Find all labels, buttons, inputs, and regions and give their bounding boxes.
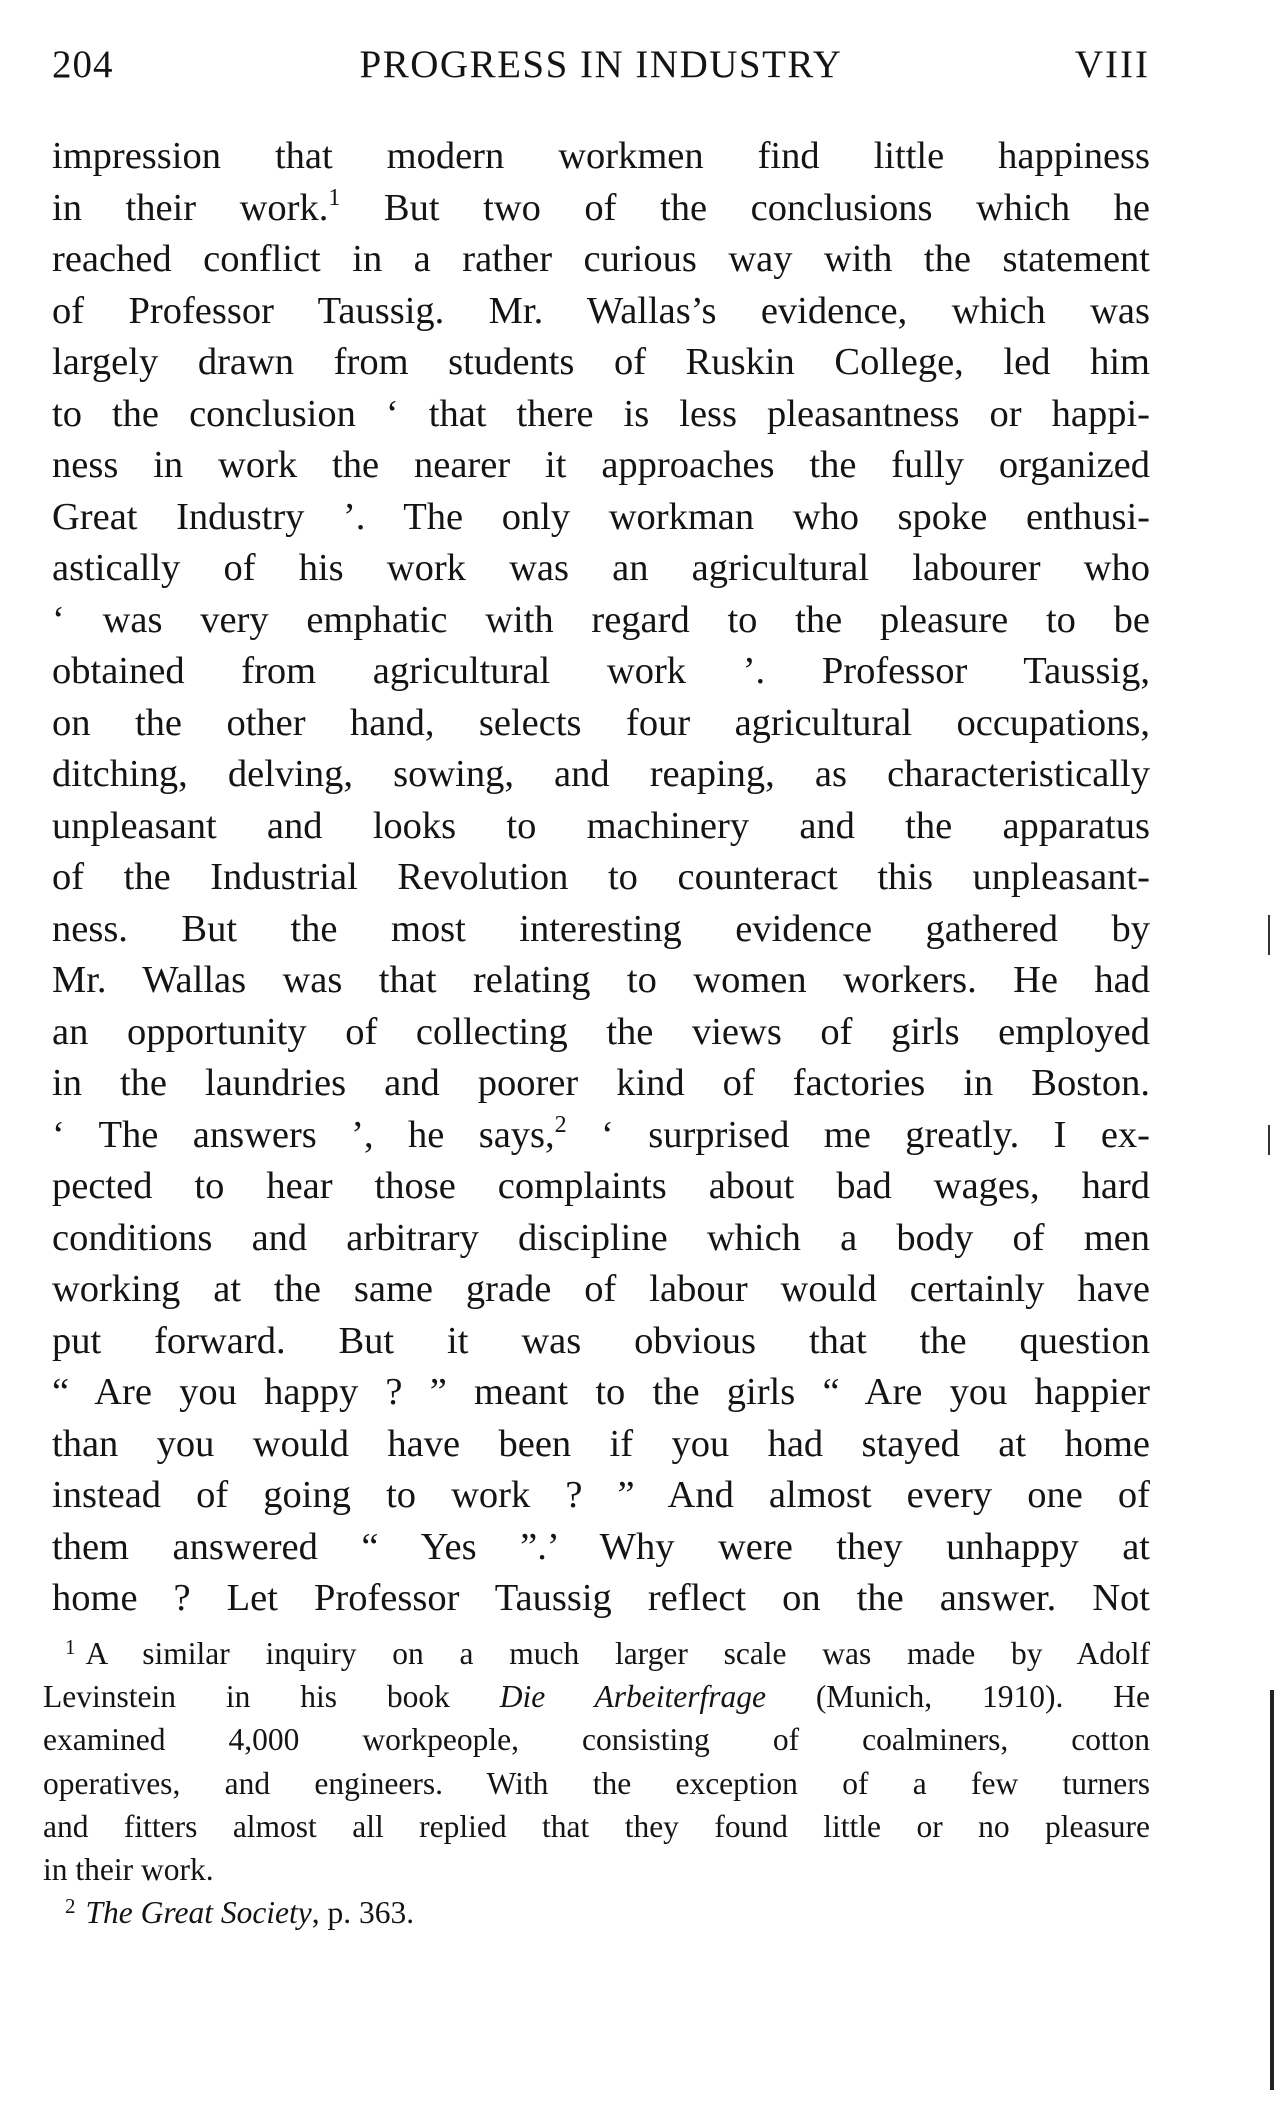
text-line [52, 1110, 1150, 1162]
footnote-text: (Munich, 1910). He [765, 1679, 1150, 1715]
footnote-1-line: examined 4,000 workpeople, consisting of coalminers, cotton [43, 1722, 1150, 1758]
text-line: in the laundries and poorer kind of factories in Boston. [52, 1062, 1150, 1104]
text-line-part: But two of the conclusions which he [340, 186, 1150, 229]
scan-edge-mark [1268, 915, 1270, 955]
text-line: to the conclusion ‘ that there is less pleasantness or happi- [52, 392, 1150, 435]
text-line: them answered “ Yes ”.’ Why were they unhappy at [52, 1525, 1150, 1568]
footnote-text: Levinstein in his book [43, 1679, 500, 1715]
footnote-1-line: and fitters almost all replied that they found little or no pleasure [43, 1808, 1150, 1844]
footnote-text: A similar inquiry on a much larger scale was made by Adolf [85, 1636, 1150, 1671]
text-line-part: in their work. [52, 186, 329, 229]
text-line: ness in work the nearer it approaches the fully organized [52, 444, 1150, 486]
page-number: 204 [52, 43, 114, 86]
text-line: unpleasant and looks to machinery and the apparatus [52, 804, 1150, 847]
footnote-1-line [43, 1675, 1150, 1718]
footnote-marker: 2 [65, 1894, 76, 1919]
footnote-text: , p. 363. [311, 1895, 415, 1931]
footnote-1-line: in their work. [43, 1851, 214, 1887]
text-line: ditching, delving, sowing, and reaping, as characteristically [52, 753, 1150, 795]
footnote-2-line [43, 1891, 1150, 1934]
text-line: conditions and arbitrary discipline which a body of men [52, 1216, 1150, 1259]
text-line: largely drawn from students of Ruskin College, led him [52, 341, 1150, 383]
text-line [52, 183, 1150, 235]
text-line: Mr. Wallas was that relating to women workers. He had [52, 959, 1150, 1001]
footnotes [43, 1632, 1150, 1934]
footnote-book-title: Die Arbeiterfrage [499, 1679, 766, 1715]
text-line: of Professor Taussig. Mr. Wallas’s evidence, which was [52, 289, 1150, 332]
text-line: of the Industrial Revolution to counteract this unpleasant- [52, 856, 1150, 898]
text-line: ‘ was very emphatic with regard to the pleasure to be [52, 598, 1150, 641]
text-line: than you would have been if you had stayed at home [52, 1422, 1150, 1465]
footnote-1-line [43, 1632, 1150, 1675]
text-line: reached conflict in a rather curious way with the statement [52, 238, 1150, 280]
text-line: put forward. But it was obvious that the question [52, 1319, 1150, 1362]
text-line-part: ‘ The answers ’, he says, [52, 1113, 555, 1156]
body-text [52, 131, 1150, 1625]
scan-edge-mark [1270, 1690, 1274, 2090]
text-line: “ Are you happy ? ” meant to the girls “ Are you happier [52, 1371, 1150, 1413]
text-line: ness. But the most interesting evidence gathered by [52, 907, 1150, 950]
text-line-part: ‘ surprised me greatly. I ex- [566, 1113, 1150, 1156]
footnote-1-line: operatives, and engineers. With the exception of a few turners [43, 1765, 1150, 1801]
footnote-ref: 1 [328, 184, 341, 211]
page-header [52, 42, 1150, 98]
text-line: pected to hear those complaints about bad wages, hard [52, 1165, 1150, 1207]
chapter-number: VIII [1074, 43, 1150, 86]
text-line: astically of his work was an agricultural labourer who [52, 547, 1150, 589]
text-line: Great Industry ’. The only workman who spoke enthusi- [52, 495, 1150, 538]
text-line: home ? Let Professor Taussig reflect on the answer. Not [52, 1577, 1150, 1619]
text-line: impression that modern workmen find little happiness [52, 135, 1150, 177]
text-line: an opportunity of collecting the views of girls employed [52, 1010, 1150, 1053]
running-title: PROGRESS IN INDUSTRY [359, 43, 843, 86]
footnote-marker: 1 [65, 1635, 76, 1659]
footnote-book-title: The Great Society [85, 1895, 312, 1931]
text-line: on the other hand, selects four agricultural occupations, [52, 701, 1150, 744]
text-line: working at the same grade of labour would certainly have [52, 1268, 1150, 1310]
text-line: obtained from agricultural work ’. Professor Taussig, [52, 650, 1150, 692]
text-line: instead of going to work ? ” And almost every one of [52, 1474, 1150, 1516]
scan-edge-mark [1268, 1125, 1270, 1155]
footnote-ref: 2 [554, 1111, 567, 1138]
